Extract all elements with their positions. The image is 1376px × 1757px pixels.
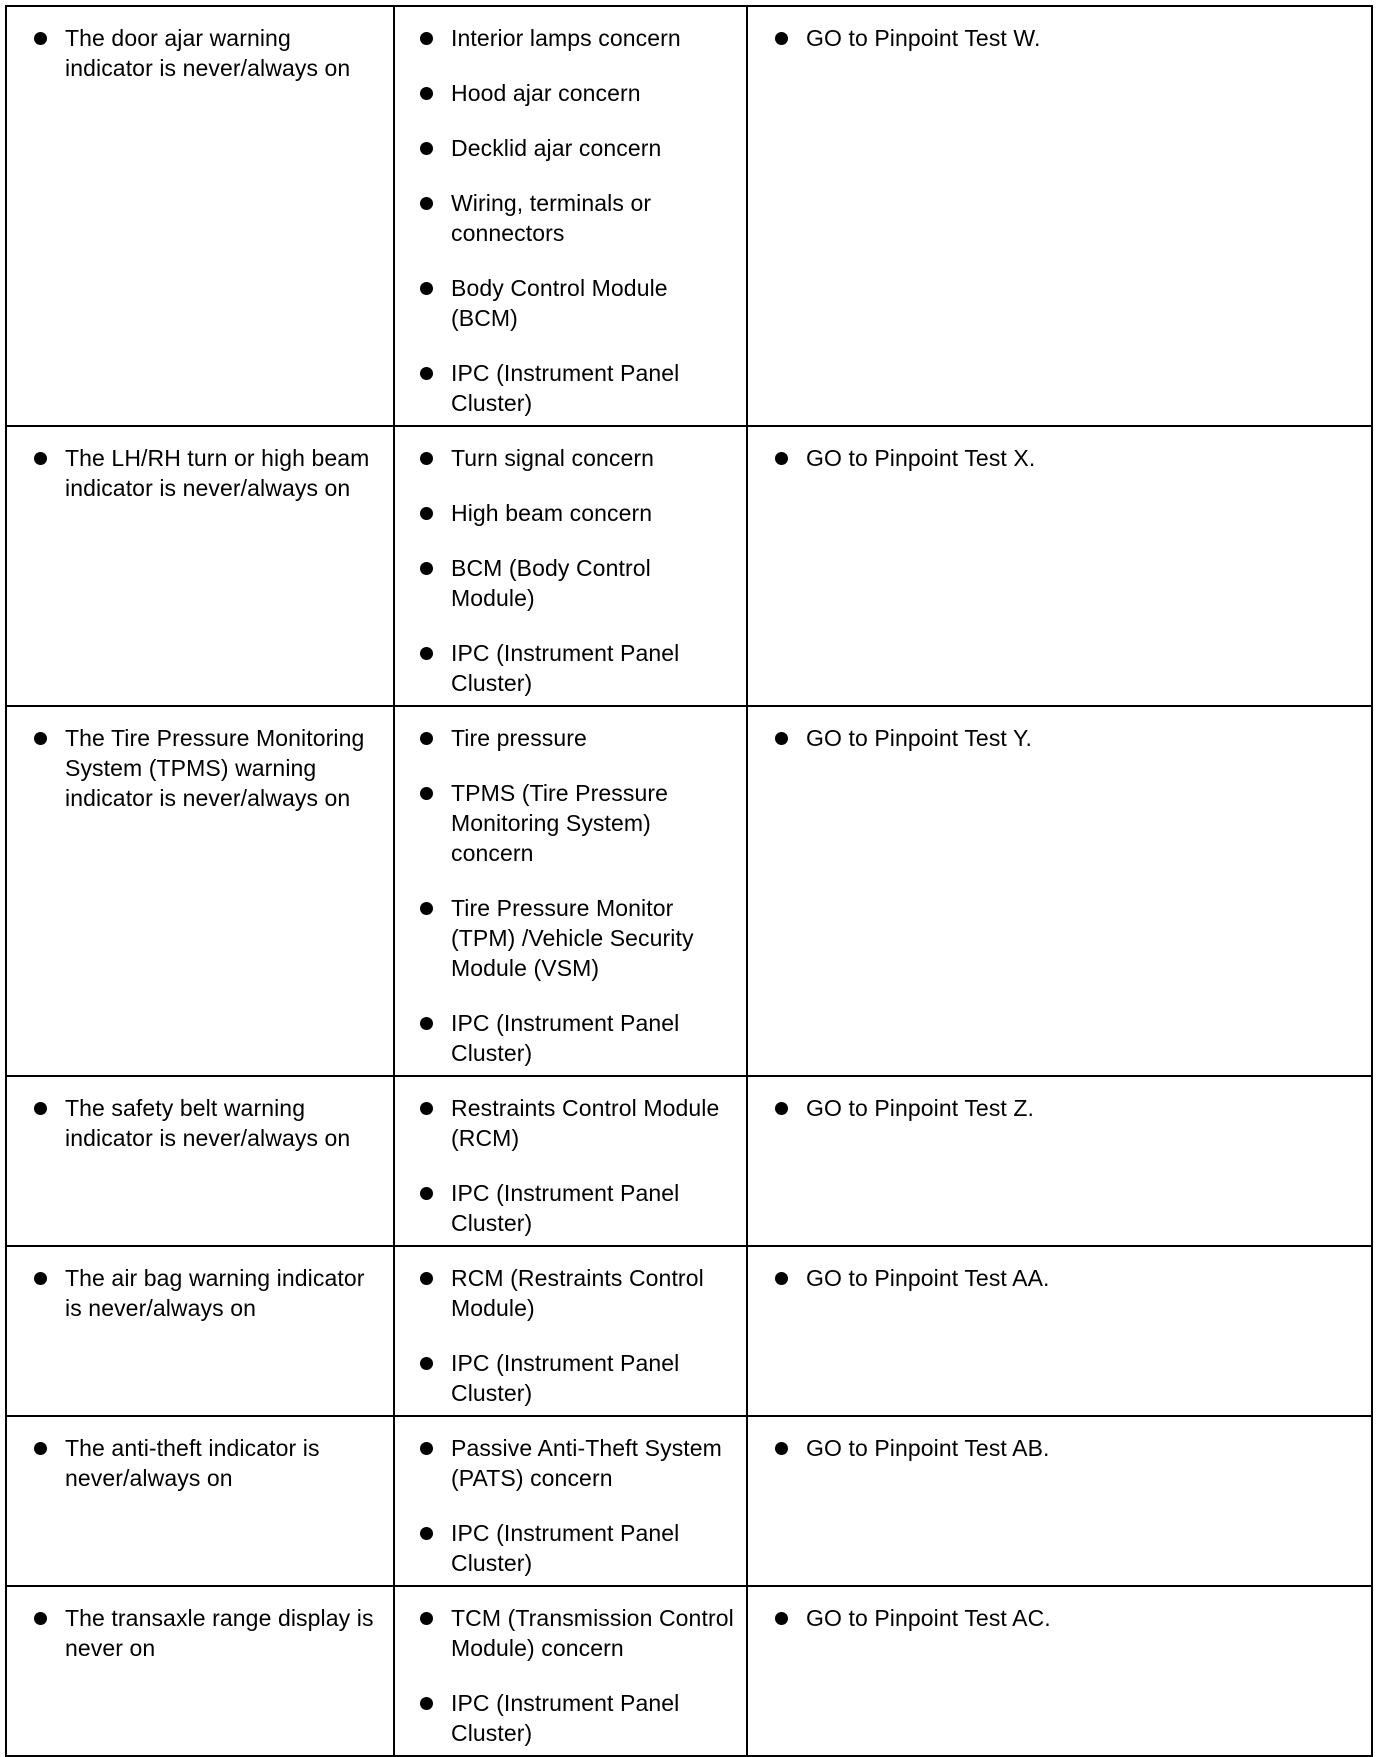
- list-item: [451, 188, 738, 248]
- bullet-list: [65, 23, 379, 83]
- list-item-text: The LH/RH turn or high beam indicator is never/always on: [65, 445, 370, 501]
- bullet-icon: [420, 1357, 433, 1370]
- action-cell: [747, 706, 1372, 1076]
- list-item: [65, 723, 379, 813]
- bullet-icon: [420, 1187, 433, 1200]
- list-item-text: GO to Pinpoint Test W.: [806, 25, 1041, 51]
- action-cell: [747, 1586, 1372, 1756]
- bullet-icon: [34, 452, 47, 465]
- list-item: [451, 78, 738, 108]
- list-item-text: RCM (Restraints Control Module): [451, 1265, 704, 1321]
- table-row: [6, 1586, 1372, 1756]
- list-item-text: Tire Pressure Monitor (TPM) /Vehicle Security Module (VSM): [451, 895, 694, 981]
- bullet-icon: [420, 282, 433, 295]
- bullet-icon: [420, 87, 433, 100]
- bullet-list: [451, 1433, 738, 1578]
- bullet-icon: [420, 197, 433, 210]
- possible-source-cell: [394, 6, 747, 426]
- bullet-icon: [420, 32, 433, 45]
- bullet-icon: [420, 367, 433, 380]
- list-item: [451, 553, 738, 613]
- list-item: [451, 893, 738, 983]
- action-cell: [747, 6, 1372, 426]
- list-item-text: Tire pressure: [451, 725, 587, 751]
- list-item-text: Turn signal concern: [451, 445, 655, 471]
- bullet-list: [806, 23, 1361, 53]
- table-row: [6, 1416, 1372, 1586]
- list-item: [451, 23, 738, 53]
- list-item: [451, 1178, 738, 1238]
- list-item-text: High beam concern: [451, 500, 653, 526]
- list-item-text: Passive Anti-Theft System (PATS) concern: [451, 1435, 722, 1491]
- list-item-text: Decklid ajar concern: [451, 135, 662, 161]
- list-item-text: IPC (Instrument Panel Cluster): [451, 1350, 680, 1406]
- possible-source-cell: [394, 426, 747, 706]
- bullet-list: [451, 1093, 738, 1238]
- list-item: [65, 1433, 379, 1493]
- list-item: [806, 1603, 1361, 1633]
- bullet-list: [806, 1263, 1361, 1293]
- bullet-list: [451, 1603, 738, 1748]
- bullet-icon: [420, 1697, 433, 1710]
- bullet-list: [65, 443, 379, 503]
- symptom-cell: [6, 6, 394, 426]
- list-item: [451, 1688, 738, 1748]
- symptom-cell: [6, 1586, 394, 1756]
- bullet-list: [65, 723, 379, 813]
- list-item: [65, 443, 379, 503]
- list-item-text: TCM (Transmission Control Module) concern: [451, 1605, 734, 1661]
- list-item: [806, 723, 1361, 753]
- list-item: [65, 1263, 379, 1323]
- bullet-list: [451, 1263, 738, 1408]
- list-item: [451, 1603, 738, 1663]
- symptom-chart-table: [5, 5, 1373, 1757]
- list-item: [451, 1348, 738, 1408]
- bullet-list: [806, 1433, 1361, 1463]
- bullet-icon: [420, 452, 433, 465]
- bullet-icon: [34, 1442, 47, 1455]
- bullet-icon: [420, 647, 433, 660]
- bullet-list: [451, 723, 738, 1068]
- bullet-list: [806, 1603, 1361, 1633]
- symptom-cell: [6, 1246, 394, 1416]
- list-item-text: BCM (Body Control Module): [451, 555, 651, 611]
- list-item-text: The safety belt warning indicator is never/always on: [65, 1095, 351, 1151]
- list-item-text: Interior lamps concern: [451, 25, 681, 51]
- list-item-text: GO to Pinpoint Test Z.: [806, 1095, 1035, 1121]
- bullet-icon: [420, 507, 433, 520]
- symptom-cell: [6, 706, 394, 1076]
- table-row: [6, 6, 1372, 426]
- bullet-list: [806, 443, 1361, 473]
- list-item-text: GO to Pinpoint Test Y.: [806, 725, 1032, 751]
- bullet-icon: [775, 1102, 788, 1115]
- table-row: [6, 706, 1372, 1076]
- bullet-icon: [420, 1527, 433, 1540]
- list-item: [451, 443, 738, 473]
- bullet-icon: [34, 1102, 47, 1115]
- bullet-icon: [34, 1272, 47, 1285]
- symptom-chart-body: [6, 6, 1372, 1756]
- list-item: [806, 1433, 1361, 1463]
- list-item-text: IPC (Instrument Panel Cluster): [451, 640, 680, 696]
- table-row: [6, 426, 1372, 706]
- list-item-text: GO to Pinpoint Test AA.: [806, 1265, 1050, 1291]
- bullet-icon: [420, 902, 433, 915]
- bullet-list: [806, 723, 1361, 753]
- bullet-list: [65, 1263, 379, 1323]
- bullet-icon: [420, 1612, 433, 1625]
- action-cell: [747, 1246, 1372, 1416]
- list-item: [451, 1433, 738, 1493]
- list-item-text: IPC (Instrument Panel Cluster): [451, 1180, 680, 1236]
- bullet-icon: [775, 1272, 788, 1285]
- list-item: [451, 723, 738, 753]
- list-item: [65, 1093, 379, 1153]
- list-item: [451, 778, 738, 868]
- bullet-icon: [34, 732, 47, 745]
- bullet-list: [451, 23, 738, 418]
- list-item-text: The air bag warning indicator is never/always on: [65, 1265, 365, 1321]
- bullet-icon: [420, 1102, 433, 1115]
- list-item: [65, 1603, 379, 1663]
- bullet-icon: [34, 1612, 47, 1625]
- list-item-text: IPC (Instrument Panel Cluster): [451, 360, 680, 416]
- action-cell: [747, 1076, 1372, 1246]
- bullet-list: [65, 1433, 379, 1493]
- bullet-icon: [775, 452, 788, 465]
- list-item: [451, 638, 738, 698]
- list-item: [451, 498, 738, 528]
- list-item-text: IPC (Instrument Panel Cluster): [451, 1010, 680, 1066]
- bullet-list: [65, 1093, 379, 1153]
- table-row: [6, 1076, 1372, 1246]
- list-item-text: The anti-theft indicator is never/always on: [65, 1435, 320, 1491]
- bullet-icon: [420, 142, 433, 155]
- bullet-icon: [420, 1272, 433, 1285]
- list-item: [451, 1263, 738, 1323]
- bullet-icon: [420, 732, 433, 745]
- list-item-text: GO to Pinpoint Test AB.: [806, 1435, 1050, 1461]
- list-item-text: Body Control Module (BCM): [451, 275, 668, 331]
- bullet-icon: [420, 562, 433, 575]
- list-item: [806, 1093, 1361, 1123]
- list-item-text: IPC (Instrument Panel Cluster): [451, 1690, 680, 1746]
- possible-source-cell: [394, 1416, 747, 1586]
- list-item: [65, 23, 379, 83]
- bullet-icon: [775, 1612, 788, 1625]
- list-item-text: GO to Pinpoint Test AC.: [806, 1605, 1051, 1631]
- bullet-list: [806, 1093, 1361, 1123]
- possible-source-cell: [394, 706, 747, 1076]
- list-item: [451, 1008, 738, 1068]
- bullet-icon: [420, 1442, 433, 1455]
- symptom-cell: [6, 1416, 394, 1586]
- list-item-text: IPC (Instrument Panel Cluster): [451, 1520, 680, 1576]
- table-row: [6, 1246, 1372, 1416]
- action-cell: [747, 1416, 1372, 1586]
- action-cell: [747, 426, 1372, 706]
- bullet-icon: [34, 32, 47, 45]
- list-item: [806, 443, 1361, 473]
- possible-source-cell: [394, 1076, 747, 1246]
- list-item-text: Hood ajar concern: [451, 80, 641, 106]
- bullet-icon: [775, 32, 788, 45]
- bullet-icon: [775, 732, 788, 745]
- list-item: [451, 133, 738, 163]
- possible-source-cell: [394, 1586, 747, 1756]
- list-item: [451, 358, 738, 418]
- list-item-text: The door ajar warning indicator is never/always on: [65, 25, 351, 81]
- bullet-list: [451, 443, 738, 698]
- list-item-text: GO to Pinpoint Test X.: [806, 445, 1036, 471]
- possible-source-cell: [394, 1246, 747, 1416]
- list-item: [451, 1518, 738, 1578]
- list-item-text: Restraints Control Module (RCM): [451, 1095, 720, 1151]
- list-item-text: The transaxle range display is never on: [65, 1605, 374, 1661]
- list-item-text: The Tire Pressure Monitoring System (TPMS) warning indicator is never/always on: [65, 725, 365, 811]
- bullet-icon: [420, 787, 433, 800]
- bullet-icon: [775, 1442, 788, 1455]
- list-item: [806, 1263, 1361, 1293]
- symptom-cell: [6, 426, 394, 706]
- list-item-text: Wiring, terminals or connectors: [451, 190, 652, 246]
- bullet-list: [65, 1603, 379, 1663]
- bullet-icon: [420, 1017, 433, 1030]
- list-item: [451, 1093, 738, 1153]
- list-item: [806, 23, 1361, 53]
- list-item-text: TPMS (Tire Pressure Monitoring System) concern: [451, 780, 669, 866]
- list-item: [451, 273, 738, 333]
- symptom-cell: [6, 1076, 394, 1246]
